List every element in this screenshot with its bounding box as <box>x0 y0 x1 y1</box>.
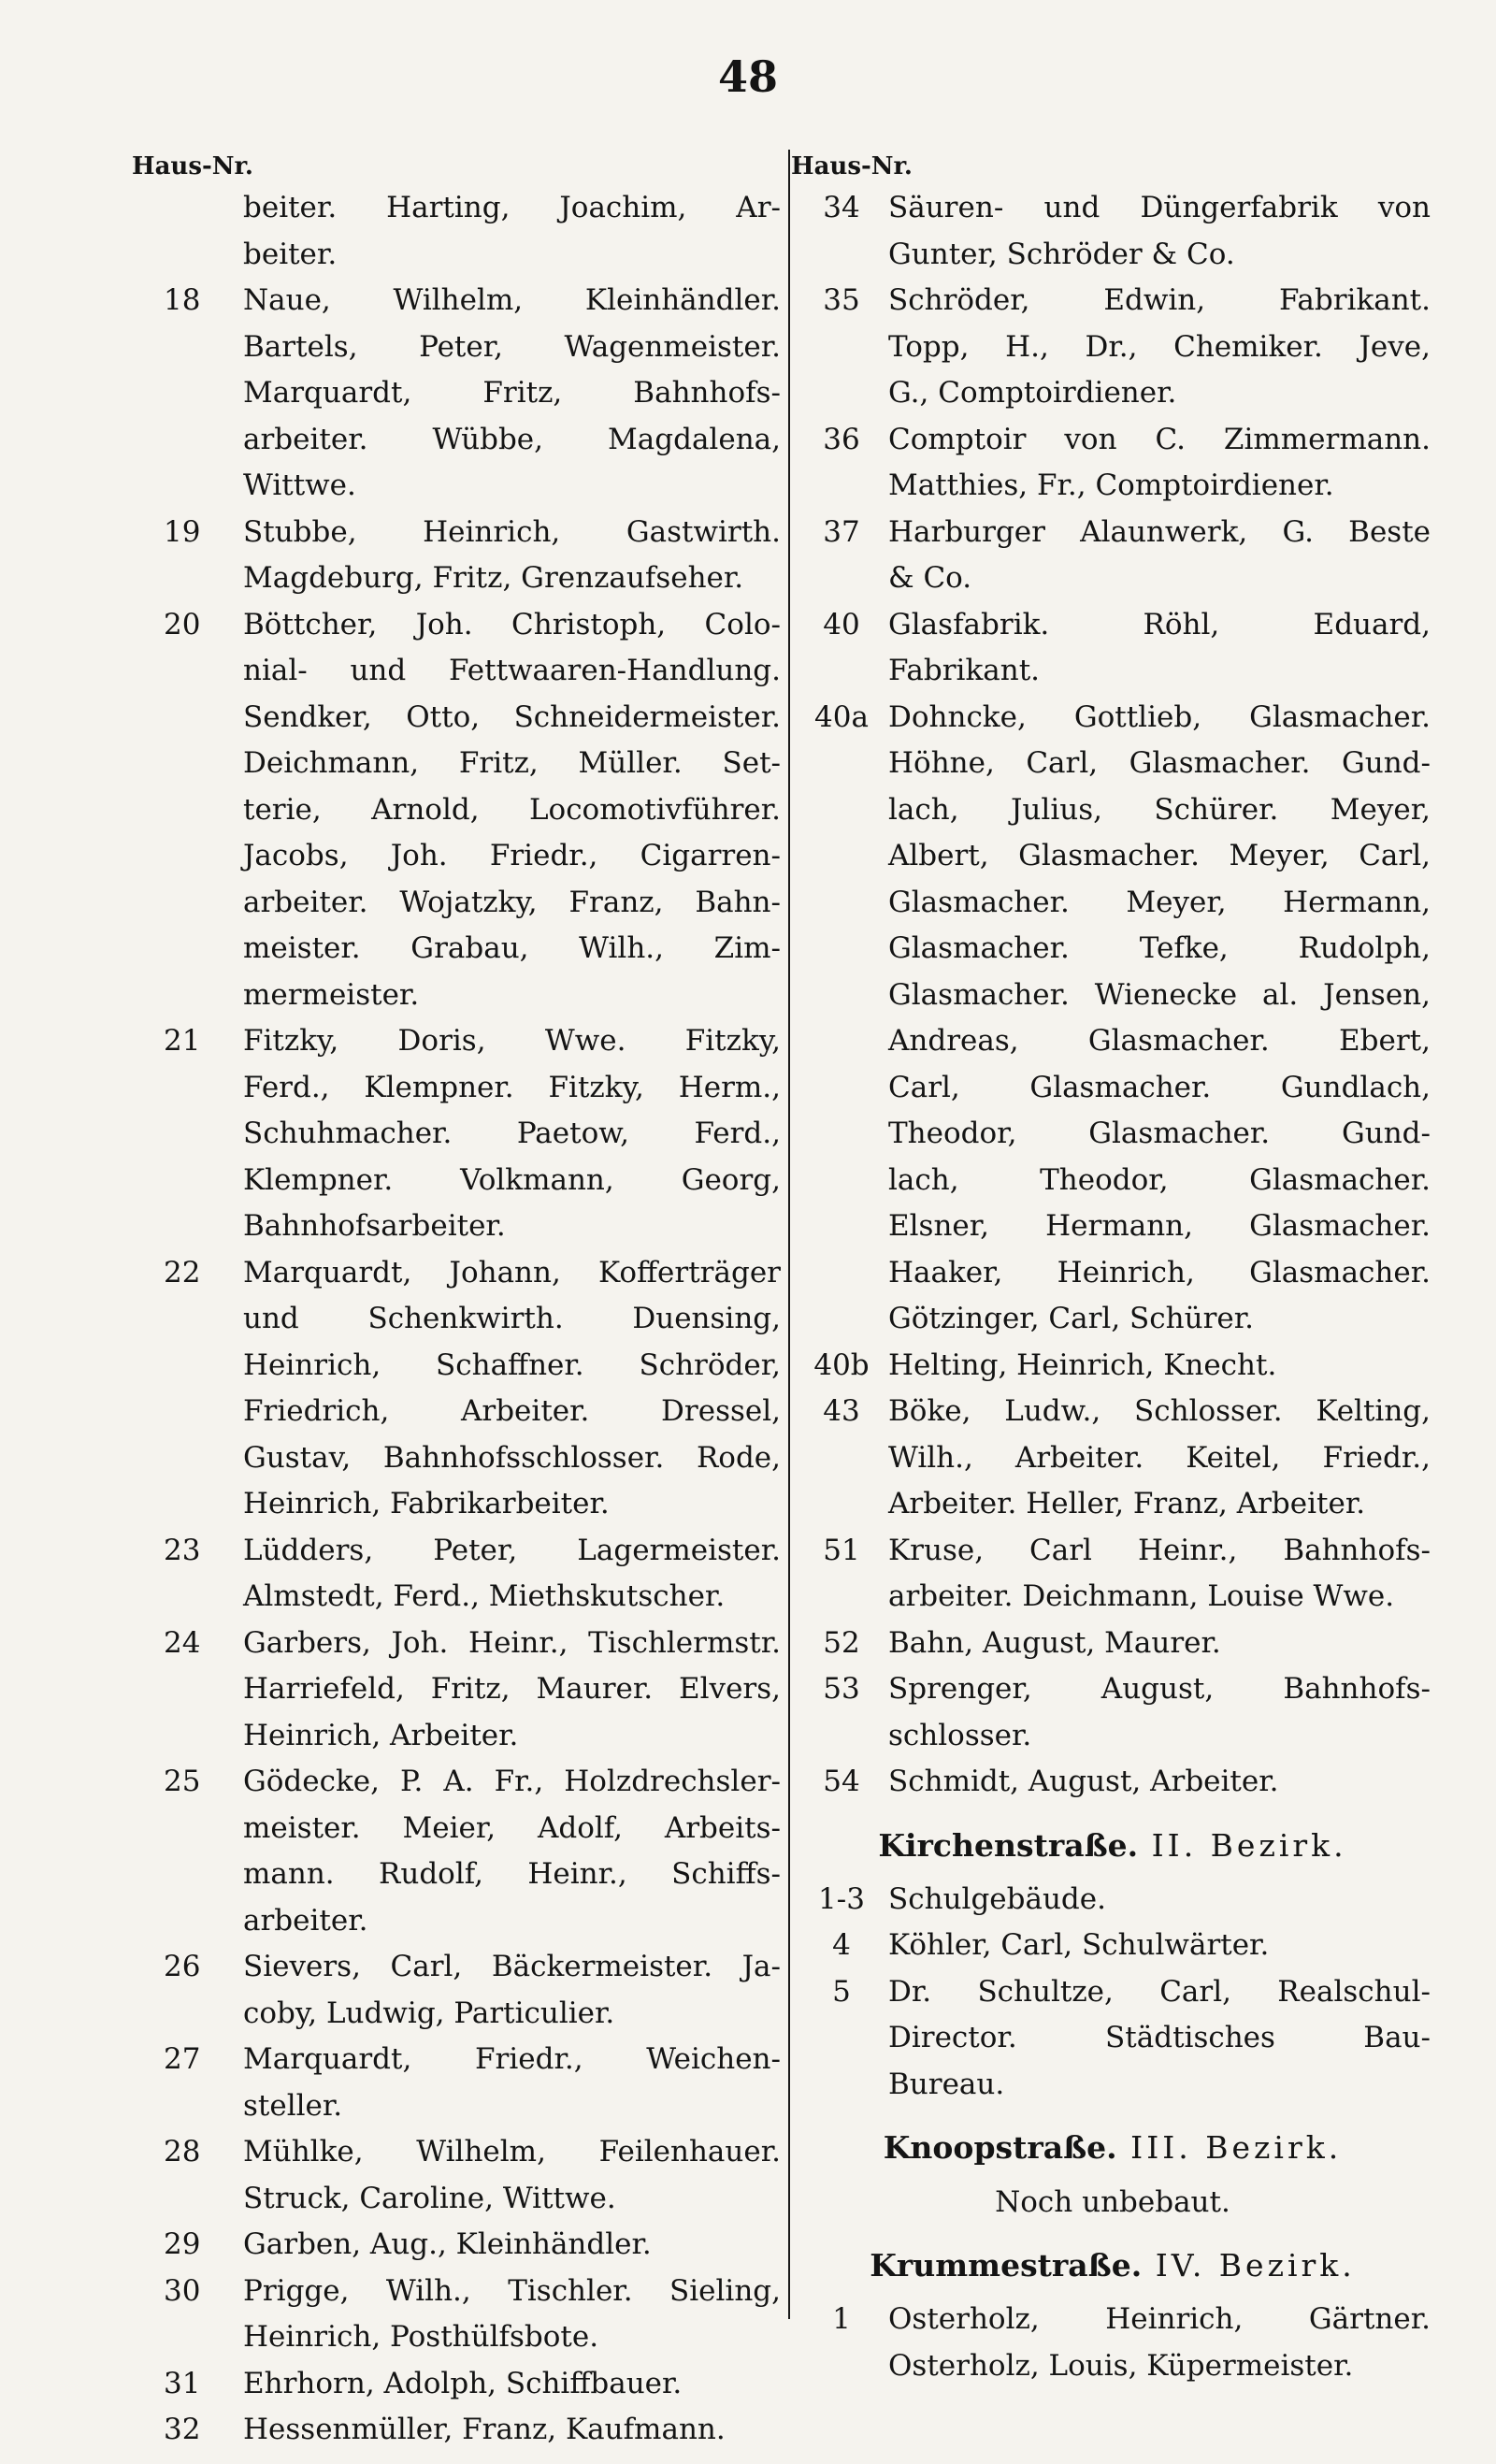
house-number: 53 <box>823 1672 860 1706</box>
text-line: Böke, Ludw., Schlosser. Kelting, <box>888 1394 1431 1428</box>
resident-text <box>888 1923 1431 1969</box>
text-line: arbeiter. Deichmann, Louise Wwe. <box>888 1579 1395 1613</box>
street-name: Krummestraße. <box>870 2247 1143 2284</box>
text-line: Comptoir von C. Zimmermann. <box>888 422 1431 456</box>
street-heading <box>795 1823 1431 1869</box>
text-line: Topp, H., Dr., Chemiker. Jeve, <box>888 329 1431 364</box>
text-line: Garben, Aug., Kleinhändler. <box>243 2227 652 2261</box>
district-label: III. Bezirk. <box>1116 2129 1343 2166</box>
text-line: & Co. <box>888 561 972 595</box>
house-number: 29 <box>164 2227 201 2261</box>
directory-entry <box>136 2361 781 2408</box>
house-number: 32 <box>164 2413 201 2446</box>
text-line: Friedrich, Arbeiter. Dressel, <box>243 1394 781 1428</box>
text-line: Wittwe. <box>243 468 356 502</box>
text-line: Glasmacher. Wienecke al. Jensen, <box>888 977 1431 1012</box>
text-line: Stubbe, Heinrich, Gastwirth. <box>243 514 781 549</box>
house-number: 5 <box>832 1974 851 2009</box>
resident-text <box>243 1759 781 1944</box>
text-line: meister. Meier, Adolf, Arbeits- <box>243 1810 781 1845</box>
street-name: Knoopstraße. <box>883 2129 1117 2166</box>
text-line: Köhler, Carl, Schulwärter. <box>888 1928 1270 1962</box>
text-line: Theodor, Glasmacher. Gund- <box>888 1117 1431 1150</box>
text-line: Bahnhofsarbeiter. <box>243 1209 506 1243</box>
resident-text <box>243 2222 781 2269</box>
house-number: 52 <box>823 1625 860 1660</box>
resident-text <box>243 278 781 510</box>
house-number: 40a <box>814 699 869 734</box>
house-number: 23 <box>164 1533 201 1567</box>
house-number: 30 <box>164 2273 201 2308</box>
resident-text <box>888 278 1431 417</box>
house-number: 51 <box>823 1533 860 1567</box>
district-label: IV. Bezirk. <box>1142 2247 1356 2284</box>
house-number: 54 <box>823 1765 860 1798</box>
directory-entry <box>795 1528 1431 1621</box>
text-line: Almstedt, Ferd., Miethskutscher. <box>243 1579 726 1613</box>
directory-entry <box>795 602 1431 695</box>
text-line: arbeiter. Wübbe, Magdalena, <box>243 422 781 456</box>
text-line: Haaker, Heinrich, Glasmacher. <box>888 1255 1431 1290</box>
text-line: nial- und Fettwaaren-Handlung. <box>243 654 781 687</box>
resident-text <box>888 1759 1431 1806</box>
street-entries <box>795 1877 1431 2109</box>
text-line: Kruse, Carl Heinr., Bahnhofs- <box>888 1533 1431 1567</box>
text-line: Dr. Schultze, Carl, Realschul- <box>888 1974 1431 2009</box>
text-line: mermeister. <box>243 977 420 1012</box>
house-number: 26 <box>164 1950 201 1983</box>
text-line: Bahn, August, Maurer. <box>888 1625 1221 1660</box>
text-line: steller. <box>243 2088 343 2123</box>
text-line: Osterholz, Louis, Küpermeister. <box>888 2348 1354 2383</box>
directory-entry <box>136 1018 781 1250</box>
resident-text <box>888 2297 1431 2389</box>
street-name: Kirchenstraße. <box>878 1826 1139 1864</box>
text-line: Heinrich, Posthülfsbote. <box>243 2320 599 2354</box>
text-line: Osterholz, Heinrich, Gärtner. <box>888 2302 1431 2336</box>
text-line: Fitzky, Doris, Wwe. Fitzky, <box>243 1024 781 1058</box>
text-line: Bartels, Peter, Wagenmeister. <box>243 329 781 364</box>
text-line: schlosser. <box>888 1718 1032 1752</box>
text-line: Hessenmüller, Franz, Kaufmann. <box>243 2413 726 2446</box>
text-line: Mühlke, Wilhelm, Feilenhauer. <box>243 2135 781 2169</box>
text-line: Klempner. Volkmann, Georg, <box>243 1162 781 1197</box>
house-number: 40 <box>823 607 860 641</box>
directory-entry <box>136 185 781 278</box>
text-line: Dohncke, Gottlieb, Glasmacher. <box>888 699 1431 734</box>
text-line: Deichmann, Fritz, Müller. Set- <box>243 746 781 780</box>
resident-text <box>243 510 781 602</box>
resident-text <box>888 510 1431 602</box>
house-number: 36 <box>823 422 860 456</box>
text-line: Gustav, Bahnhofsschlosser. Rode, <box>243 1440 781 1475</box>
house-number: 21 <box>164 1024 201 1058</box>
resident-text <box>888 695 1431 1343</box>
text-line: G., Comptoirdiener. <box>888 376 1177 410</box>
text-line: Höhne, Carl, Glasmacher. Gund- <box>888 746 1431 780</box>
text-line: Lüdders, Peter, Lagermeister. <box>243 1533 781 1567</box>
house-number <box>136 185 243 278</box>
text-line: beiter. <box>243 237 338 271</box>
right-entries <box>795 185 1431 1806</box>
directory-entry <box>136 510 781 602</box>
left-column <box>132 148 781 2454</box>
text-line: Prigge, Wilh., Tischler. Sieling, <box>243 2273 781 2308</box>
text-line: Fabrikant. <box>888 654 1041 687</box>
text-line: Glasmacher. Tefke, Rudolph, <box>888 931 1431 965</box>
resident-text <box>243 2407 781 2454</box>
text-line: terie, Arnold, Locomotivführer. <box>243 792 781 827</box>
text-line: arbeiter. <box>243 1903 368 1938</box>
house-number-header: Haus-Nr. <box>132 152 253 180</box>
directory-entry <box>795 2297 1431 2389</box>
resident-text <box>888 1877 1431 1924</box>
resident-text <box>243 1621 781 1760</box>
text-line: Gödecke, P. A. Fr., Holzdrechsler- <box>243 1765 781 1798</box>
text-line: Ehrhorn, Adolph, Schiffbauer. <box>243 2366 683 2400</box>
text-line: Struck, Caroline, Wittwe. <box>243 2181 616 2215</box>
house-number: 22 <box>164 1255 201 1290</box>
street-heading <box>795 2242 1431 2289</box>
directory-entry <box>136 2037 781 2129</box>
house-number: 34 <box>823 191 860 224</box>
text-line: arbeiter. Wojatzky, Franz, Bahn- <box>243 885 781 919</box>
street-entries <box>795 2297 1431 2389</box>
text-line: coby, Ludwig, Particulier. <box>243 1996 615 2030</box>
resident-text <box>243 185 781 278</box>
text-line: Albert, Glasmacher. Meyer, Carl, <box>888 839 1431 872</box>
text-line: Götzinger, Carl, Schürer. <box>888 1302 1255 1335</box>
house-number: 40b <box>813 1347 870 1382</box>
directory-entry <box>136 2407 781 2454</box>
house-number: 1 <box>832 2302 851 2336</box>
street-note: Noch unbebaut. <box>995 2185 1230 2219</box>
text-line: Schmidt, August, Arbeiter. <box>888 1765 1279 1798</box>
street-sections <box>795 1823 1431 2390</box>
house-number-header: Haus-Nr. <box>791 152 913 180</box>
resident-text <box>888 1343 1431 1390</box>
house-number: 27 <box>164 2042 201 2076</box>
text-line: Andreas, Glasmacher. Ebert, <box>888 1024 1431 1058</box>
text-line: Sievers, Carl, Bäckermeister. Ja- <box>243 1950 781 1983</box>
directory-entry <box>136 602 781 1019</box>
directory-entry <box>795 1969 1431 2109</box>
house-number: 28 <box>164 2135 201 2169</box>
house-number: 18 <box>164 283 201 317</box>
text-line: Glasfabrik. Röhl, Eduard, <box>888 607 1431 641</box>
text-line: Sendker, Otto, Schneidermeister. <box>243 699 781 734</box>
text-line: Schröder, Edwin, Fabrikant. <box>888 283 1431 317</box>
directory-entry <box>136 1759 781 1944</box>
column-divider <box>788 150 790 2319</box>
text-line: Garbers, Joh. Heinr., Tischlermstr. <box>243 1625 781 1660</box>
text-line: Harburger Alaunwerk, G. Beste <box>888 514 1431 549</box>
house-number: 25 <box>164 1765 201 1798</box>
resident-text <box>243 2361 781 2408</box>
house-number: 37 <box>823 514 860 549</box>
text-line: Director. Städtisches Bau- <box>888 2021 1431 2054</box>
house-number: 24 <box>164 1625 201 1660</box>
text-line: Marquardt, Johann, Kofferträger <box>243 1255 781 1290</box>
directory-entry <box>136 1944 781 2037</box>
text-line: Carl, Glasmacher. Gundlach, <box>888 1070 1431 1104</box>
text-line: Schulgebäude. <box>888 1881 1106 1916</box>
house-number: 31 <box>164 2366 201 2400</box>
resident-text <box>888 1528 1431 1621</box>
house-number: 35 <box>823 283 860 317</box>
house-number: 4 <box>832 1928 851 1962</box>
text-line: Heinrich, Arbeiter. <box>243 1718 519 1752</box>
street-heading <box>795 2125 1431 2171</box>
directory-entry <box>136 1250 781 1528</box>
house-number: 20 <box>164 607 201 641</box>
text-line: Matthies, Fr., Comptoirdiener. <box>888 468 1334 502</box>
text-line: Heinrich, Fabrikarbeiter. <box>243 1487 610 1520</box>
directory-entry <box>795 185 1431 278</box>
resident-text <box>243 1528 781 1621</box>
text-line: Elsner, Hermann, Glasmacher. <box>888 1209 1431 1243</box>
text-line: Arbeiter. Heller, Franz, Arbeiter. <box>888 1487 1366 1520</box>
resident-text <box>888 417 1431 510</box>
directory-entry <box>795 510 1431 602</box>
text-line: Böttcher, Joh. Christoph, Colo- <box>243 607 781 641</box>
text-line: Heinrich, Schaffner. Schröder, <box>243 1347 781 1382</box>
text-line: Sprenger, August, Bahnhofs- <box>888 1672 1431 1706</box>
directory-entry <box>795 1621 1431 1667</box>
resident-text <box>243 1250 781 1528</box>
directory-entry <box>795 1666 1431 1759</box>
text-line: Jacobs, Joh. Friedr., Cigarren- <box>243 839 781 872</box>
directory-entry <box>136 2222 781 2269</box>
resident-text <box>243 1944 781 2037</box>
resident-text <box>888 1389 1431 1528</box>
directory-entry <box>795 1343 1431 1390</box>
resident-text <box>243 1018 781 1250</box>
resident-text <box>243 2129 781 2222</box>
directory-entry <box>136 2129 781 2222</box>
text-line: Bureau. <box>888 2067 1005 2101</box>
directory-entry <box>136 2269 781 2361</box>
text-line: lach, Theodor, Glasmacher. <box>888 1162 1431 1197</box>
directory-entry <box>795 1923 1431 1969</box>
text-line: Harriefeld, Fritz, Maurer. Elvers, <box>243 1672 781 1706</box>
text-line: Magdeburg, Fritz, Grenzaufseher. <box>243 561 744 595</box>
directory-entry <box>795 1389 1431 1528</box>
text-line: meister. Grabau, Wilh., Zim- <box>243 931 781 965</box>
house-number: 43 <box>823 1394 860 1428</box>
directory-entry <box>795 1877 1431 1924</box>
directory-entry <box>795 278 1431 417</box>
text-line: Wilh., Arbeiter. Keitel, Friedr., <box>888 1440 1431 1475</box>
directory-entry <box>136 278 781 510</box>
resident-text <box>888 1969 1431 2109</box>
left-entries <box>136 185 781 2454</box>
resident-text <box>888 602 1431 695</box>
text-line: Marquardt, Fritz, Bahnhofs- <box>243 376 781 410</box>
resident-text <box>243 602 781 1019</box>
text-line: Glasmacher. Meyer, Hermann, <box>888 885 1431 919</box>
right-column <box>791 148 1431 2389</box>
house-number: 19 <box>164 514 201 549</box>
directory-entry <box>136 1528 781 1621</box>
text-line: Ferd., Klempner. Fitzky, Herm., <box>243 1070 781 1104</box>
text-line: Naue, Wilhelm, Kleinhändler. <box>243 283 781 317</box>
directory-entry <box>795 417 1431 510</box>
resident-text <box>888 1621 1431 1667</box>
house-number: 1-3 <box>818 1881 865 1916</box>
text-line: Marquardt, Friedr., Weichen- <box>243 2042 781 2076</box>
resident-text <box>243 2037 781 2129</box>
district-label: II. Bezirk. <box>1138 1826 1347 1864</box>
directory-entry <box>795 695 1431 1343</box>
text-line: beiter. Harting, Joachim, Ar- <box>243 191 781 224</box>
directory-entry <box>795 1759 1431 1806</box>
text-line: Helting, Heinrich, Knecht. <box>888 1347 1277 1382</box>
resident-text <box>888 185 1431 278</box>
page-number: 48 <box>717 51 778 102</box>
resident-text <box>243 2269 781 2361</box>
text-line: Gunter, Schröder & Co. <box>888 237 1235 271</box>
text-line: lach, Julius, Schürer. Meyer, <box>888 792 1431 827</box>
text-line: Säuren- und Düngerfabrik von <box>888 191 1431 224</box>
directory-entry <box>136 1621 781 1760</box>
text-line: Schuhmacher. Paetow, Ferd., <box>243 1117 781 1150</box>
text-line: und Schenkwirth. Duensing, <box>243 1302 781 1335</box>
resident-text <box>888 1666 1431 1759</box>
text-line: mann. Rudolf, Heinr., Schiffs- <box>243 1857 781 1891</box>
